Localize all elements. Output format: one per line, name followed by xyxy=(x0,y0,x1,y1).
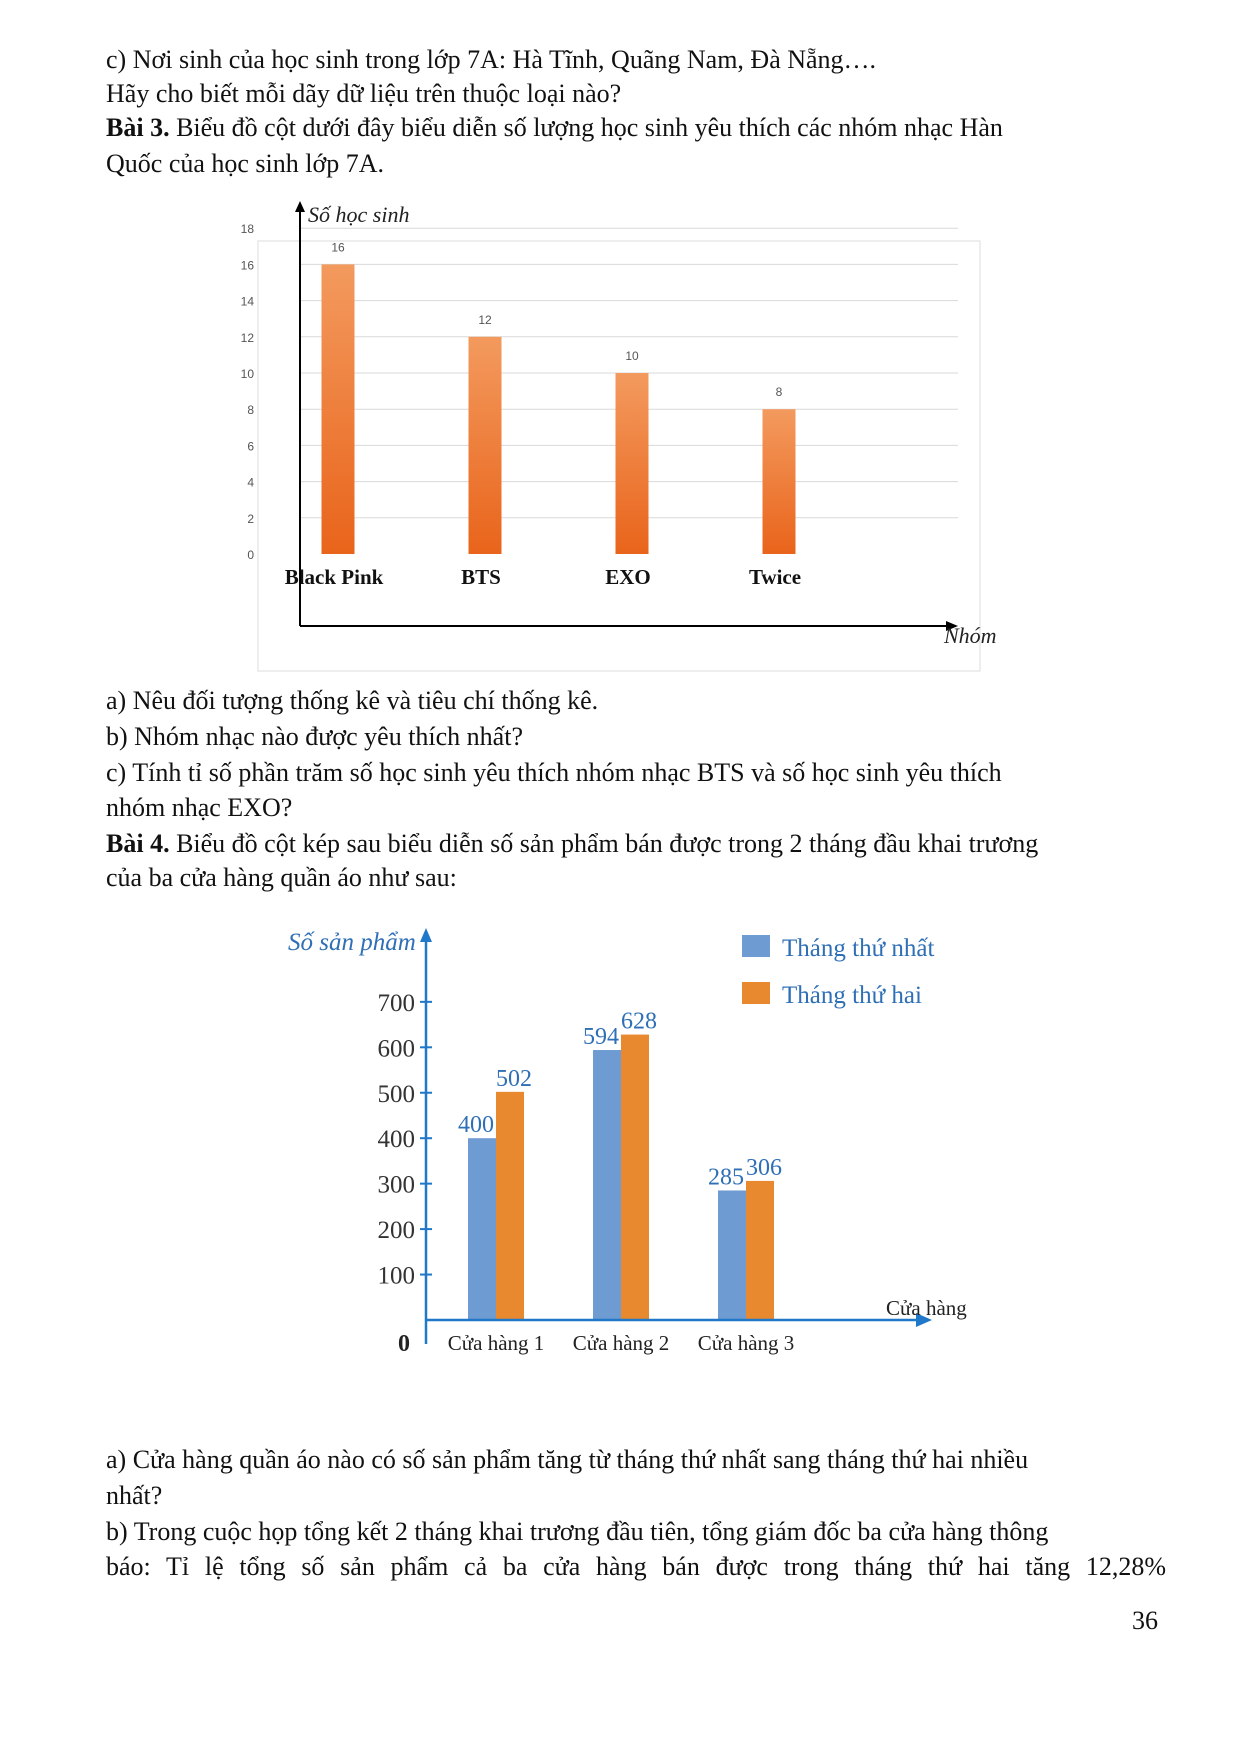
y-axis-label: Số học sinh xyxy=(308,202,410,227)
exercise-4-text-2: của ba cửa hàng quần áo như sau: xyxy=(106,863,457,892)
category-label: Twice xyxy=(748,565,802,589)
y-tick-label: 14 xyxy=(240,294,254,309)
question-4b-line-2: báo: Tỉ lệ tổng số sản phẩm cả ba cửa hàng bán được trong tháng thứ hai tăng 12,28% xyxy=(106,1552,1166,1581)
page-number: 36 xyxy=(1132,1606,1158,1635)
y-tick-label: 6 xyxy=(247,439,254,454)
origin-label: 0 xyxy=(398,1331,410,1357)
exercise-4-heading xyxy=(106,828,1038,860)
bar xyxy=(322,264,355,554)
y-tick-label: 18 xyxy=(240,222,254,237)
legend-label-month-2: Tháng thứ hai xyxy=(782,982,922,1009)
y-tick-label: 100 xyxy=(377,1262,415,1290)
exercise-3-heading xyxy=(106,112,1003,144)
legend xyxy=(742,935,934,1009)
bar xyxy=(468,1138,496,1320)
data-label: 594 xyxy=(583,1024,619,1051)
y-tick-label: 4 xyxy=(247,475,254,490)
chart-store-sales xyxy=(280,920,1010,1400)
exercise-3-text-2: Quốc của học sinh lớp 7A. xyxy=(106,149,385,178)
bar xyxy=(763,409,796,554)
exercise-4-label: Bài 4. xyxy=(106,829,170,858)
bar xyxy=(616,373,649,554)
y-axis-label: Số sản phẩm xyxy=(288,929,416,956)
question-3b: b) Nhóm nhạc nào được yêu thích nhất? xyxy=(106,722,523,751)
bar xyxy=(593,1050,621,1320)
data-label: 400 xyxy=(458,1112,494,1139)
y-tick-label: 400 xyxy=(377,1126,415,1154)
bar xyxy=(621,1035,649,1320)
x-axis-label: Nhóm xyxy=(944,623,997,648)
exercise-3-label: Bài 3. xyxy=(106,113,170,142)
category-label: EXO xyxy=(605,565,651,589)
y-tick-label: 2 xyxy=(247,511,254,526)
category-label: Cửa hàng 3 xyxy=(697,1331,795,1355)
bar xyxy=(718,1190,746,1320)
y-tick-label: 0 xyxy=(247,548,254,562)
legend-swatch-month-1 xyxy=(742,935,770,957)
question-4a-line-2: nhất? xyxy=(106,1481,163,1510)
y-tick-label: 300 xyxy=(377,1171,415,1199)
category-label: Cửa hàng 1 xyxy=(447,1331,545,1355)
bar xyxy=(746,1181,774,1320)
y-tick-label: 200 xyxy=(377,1217,415,1245)
text-line-2: Hãy cho biết mỗi dãy dữ liệu trên thuộc loại nào? xyxy=(106,79,622,108)
data-label: 628 xyxy=(621,1008,657,1035)
text-line-1: c) Nơi sinh của học sinh trong lớp 7A: Hà Tĩnh, Quãng Nam, Đà Nẵng…. xyxy=(106,45,877,74)
bar xyxy=(469,337,502,554)
exercise-3-text: Biểu đồ cột dưới đây biểu diễn số lượng học sinh yêu thích các nhóm nhạc Hàn xyxy=(169,113,1003,142)
y-tick-label: 16 xyxy=(240,258,254,273)
y-tick-label: 600 xyxy=(377,1035,415,1063)
question-3a: a) Nêu đối tượng thống kê và tiêu chí thống kê. xyxy=(106,686,599,715)
data-label: 8 xyxy=(775,385,783,400)
bar xyxy=(496,1092,524,1320)
data-label: 285 xyxy=(708,1164,744,1191)
category-label: BTS xyxy=(461,565,501,589)
x-axis-label: Cửa hàng xyxy=(886,1296,967,1320)
question-4b-line-1: b) Trong cuộc họp tổng kết 2 tháng khai trương đầu tiên, tổng giám đốc ba cửa hàng thông xyxy=(106,1517,1049,1546)
legend-label-month-1: Tháng thứ nhất xyxy=(782,935,935,962)
y-tick-label: 10 xyxy=(240,367,254,381)
y-tick-label: 12 xyxy=(240,330,254,345)
data-label: 502 xyxy=(496,1065,532,1092)
question-3c-line-2: nhóm nhạc EXO? xyxy=(106,793,293,822)
data-label: 16 xyxy=(331,240,345,255)
y-tick-label: 700 xyxy=(377,989,415,1017)
data-label: 306 xyxy=(746,1154,782,1181)
legend-swatch-month-2 xyxy=(742,982,770,1004)
data-label: 12 xyxy=(478,312,492,327)
y-tick-label: 8 xyxy=(247,403,254,418)
data-label: 10 xyxy=(625,349,639,363)
category-label: Black Pink xyxy=(284,565,384,589)
question-3c-line-1: c) Tính tỉ số phần trăm số học sinh yêu thích nhóm nhạc BTS và số học sinh yêu thích xyxy=(106,758,1002,787)
chart-students-kpop xyxy=(240,196,1058,676)
question-4a-line-1: a) Cửa hàng quần áo nào có số sản phẩm tăng từ tháng thứ nhất sang tháng thứ hai nhiều xyxy=(106,1445,1029,1474)
exercise-4-text: Biểu đồ cột kép sau biểu diễn số sản phẩm bán được trong 2 tháng đầu khai trương xyxy=(169,829,1039,858)
category-label: Cửa hàng 2 xyxy=(572,1331,670,1355)
y-tick-label: 500 xyxy=(377,1080,415,1108)
